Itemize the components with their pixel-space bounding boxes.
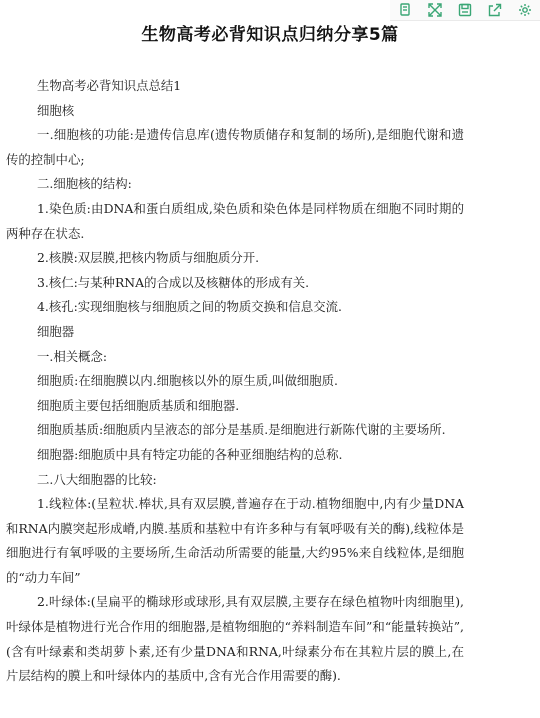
paragraph: 一.相关概念:: [37, 348, 108, 364]
toolbar: [390, 0, 540, 21]
paragraph: 细胞器:细胞质中具有特定功能的各种亚细胞结构的总称.: [37, 446, 343, 462]
paragraph: 2.核膜:双层膜,把核内物质与细胞质分开.: [37, 250, 260, 266]
expand-icon[interactable]: [420, 0, 450, 20]
paragraph: 1.染色质:由DNA和蛋白质组成,染色质和染色体是同样物质在细胞不同时期的两种存在状态.: [6, 200, 464, 241]
paragraph: 细胞核: [37, 102, 75, 118]
paragraph: 1.线粒体:(呈粒状.棒状,具有双层膜,普遍存在于动.植物细胞中,内有少量DNA和RNA内膜突起形成嵴,内膜.基质和基粒中有许多种与有氧呼吸有关的酶),线粒体是细胞进行有氧呼吸的主要场所,生命活动所需要的能量,大约95%来自线粒体,是细胞的“动力车间”: [6, 496, 464, 585]
paragraph: 二.八大细胞器的比较:: [37, 471, 157, 487]
copy-icon[interactable]: [390, 0, 420, 20]
document-body: [6, 74, 464, 689]
paragraph: 2.叶绿体:(呈扁平的椭球形或球形,具有双层膜,主要存在绿色植物叶肉细胞里),叶绿体是植物进行光合作用的细胞器,是植物细胞的“养料制造车间”和“能量转换站”,(含有叶绿素和类胡萝卜素,还有少量DNA和RNA,叶绿素分布在其粒片层的膜上,在片层结构的膜上和叶绿体内的基质中,含有光合作用需要的酶).: [6, 594, 464, 684]
save-icon[interactable]: [450, 0, 480, 20]
paragraph: 3.核仁:与某种RNA的合成以及核糖体的形成有关.: [37, 274, 310, 290]
page-title: 生物高考必背知识点归纳分享5篇: [141, 25, 399, 45]
paragraph: 二.细胞核的结构:: [37, 176, 132, 192]
paragraph: 细胞质主要包括细胞质基质和细胞器.: [37, 397, 240, 413]
paragraph: 4.核孔:实现细胞核与细胞质之间的物质交换和信息交流.: [37, 299, 342, 315]
share-icon[interactable]: [480, 0, 510, 20]
paragraph: 一.细胞核的功能:是遗传信息库(遗传物质储存和复制的场所),是细胞代谢和遗传的控制中心;: [6, 127, 464, 167]
paragraph: 细胞质基质:细胞质内呈液态的部分是基质.是细胞进行新陈代谢的主要场所.: [37, 422, 446, 438]
paragraph: 细胞质:在细胞膜以内.细胞核以外的原生质,叫做细胞质.: [37, 373, 338, 389]
paragraph: 细胞器: [37, 323, 75, 339]
settings-icon[interactable]: [510, 0, 540, 20]
paragraph: 生物高考必背知识点总结1: [37, 78, 182, 93]
